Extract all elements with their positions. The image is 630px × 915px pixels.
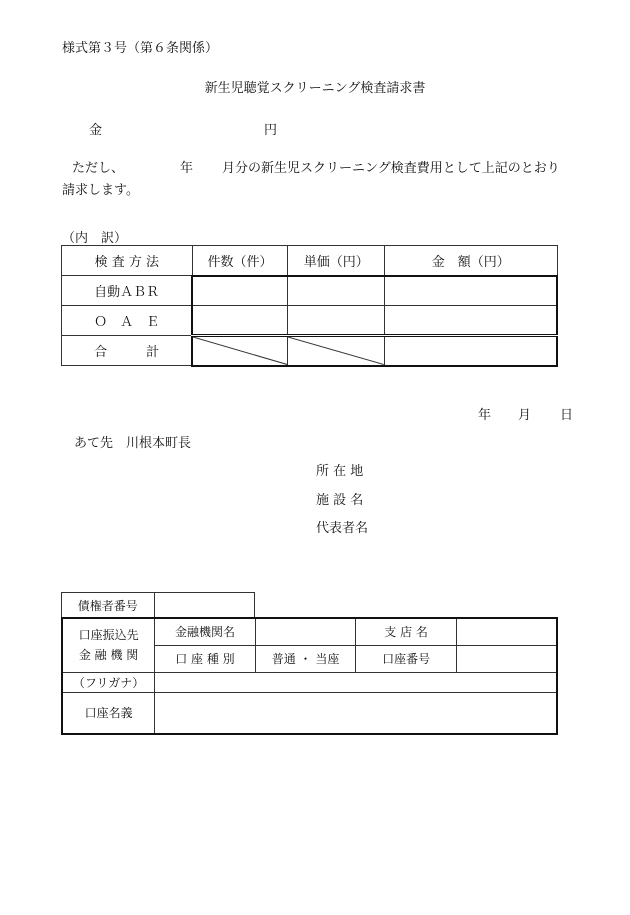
col-header-unit-price: 単価（円） [288,246,385,276]
amount-label: 金 [89,123,103,138]
page-title: 新生児聴覚スクリーニング検査請求書 [204,81,426,96]
total-count-cell-slashed [192,336,288,366]
abr-count-cell[interactable] [192,276,288,306]
creditor-number-table [61,592,255,618]
col-header-count: 件数（件） [192,246,288,276]
table-row [62,276,558,306]
transfer-label [62,618,155,672]
institution-cell[interactable] [255,618,356,645]
furigana-label: （フリガナ） [62,672,155,692]
request-month-text: 月分の新生児スクリーニング検査費用として上記のとおり [222,161,560,176]
applicant-representative-label: 代表者名 [316,521,369,536]
col-header-amount: 金 額（円） [385,246,557,276]
total-unit-price-cell-slashed [288,336,385,366]
abr-amount-cell[interactable] [385,276,557,306]
total-label: 合 計 [62,336,193,366]
applicant-facility-label: 施 設 名 [316,493,364,508]
form-number: 様式第３号（第６条関係） [62,41,219,56]
branch-cell[interactable] [456,618,557,645]
oae-amount-cell[interactable] [385,306,557,336]
institution-label: 金融機関名 [155,618,256,645]
applicant-address-label: 所 在 地 [316,464,364,479]
date-day: 日 [560,408,574,423]
furigana-cell[interactable] [155,672,557,692]
row-label-abr: 自動ＡＢＲ [62,276,193,306]
amount-unit: 円 [264,123,278,138]
total-row [62,336,558,366]
breakdown-caption: （内 訳） [62,231,128,246]
account-type-label: 口 座 種 別 [155,645,256,672]
date-month: 月 [518,408,532,423]
row-label-oae: Ｏ Ａ Ｅ [62,306,193,336]
table-row [62,306,558,336]
total-amount-cell[interactable] [385,336,557,366]
request-line2: 請求します。 [62,183,139,198]
col-header-method: 検 査 方 法 [62,246,193,276]
transfer-label-line2: 金 融 機 関 [78,648,139,663]
account-type-options[interactable]: 普通 ・ 当座 [255,645,356,672]
addressee: あて先 川根本町長 [74,436,192,451]
transfer-label-line1: 口座振込先 [78,628,139,643]
account-name-cell[interactable] [155,692,557,734]
bank-table [61,617,558,735]
request-prefix: ただし、 [72,161,125,176]
account-number-label: 口座番号 [356,645,457,672]
account-name-label: 口座名義 [62,692,155,734]
branch-label: 支 店 名 [356,618,457,645]
creditor-number-cell[interactable] [154,593,254,618]
breakdown-table [61,245,558,367]
request-year: 年 [180,161,194,176]
account-number-cell[interactable] [456,645,557,672]
oae-count-cell[interactable] [192,306,288,336]
date-year: 年 [478,408,492,423]
creditor-number-label: 債権者番号 [62,593,155,618]
breakdown-header-row [62,246,558,276]
abr-unit-price-cell[interactable] [288,276,385,306]
oae-unit-price-cell[interactable] [288,306,385,336]
